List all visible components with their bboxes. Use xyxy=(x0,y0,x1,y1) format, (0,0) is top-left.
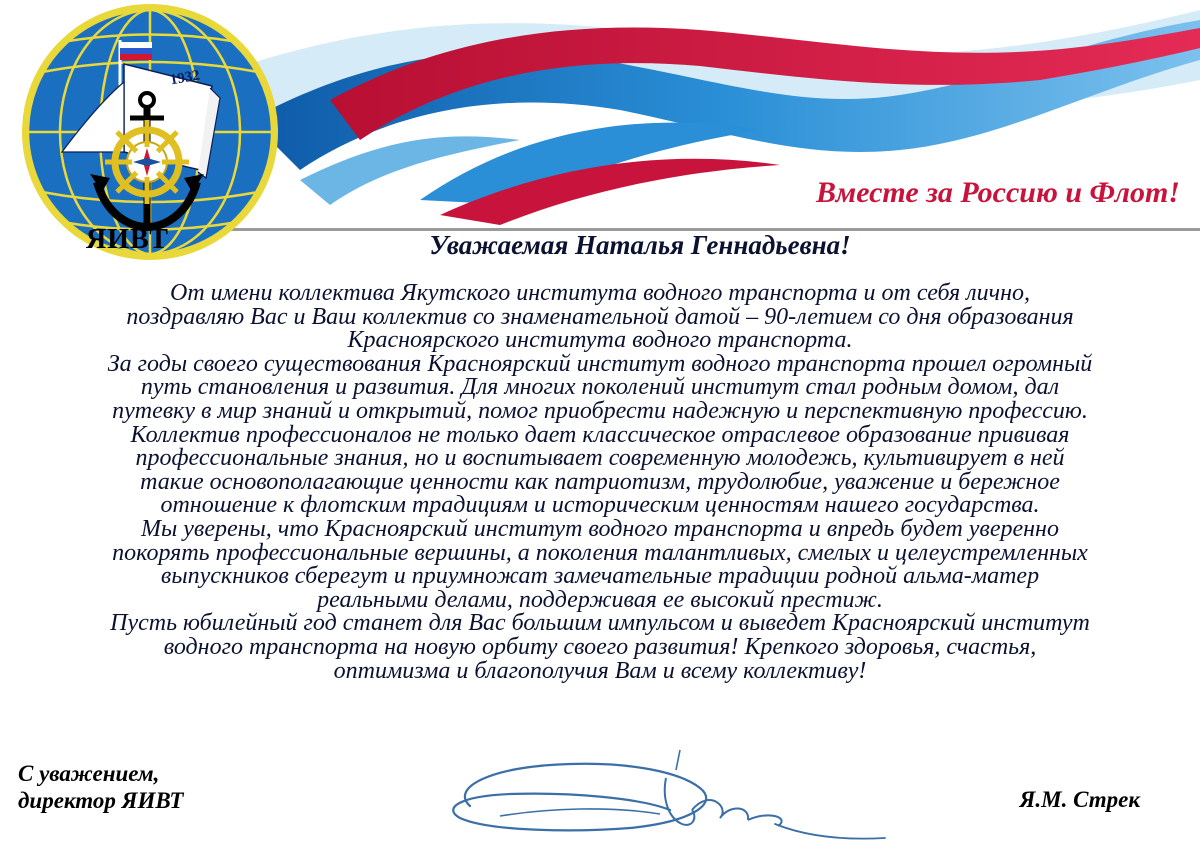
line: оптимизма и благополучия Вам и всему коллективу! xyxy=(333,657,867,684)
line: Красноярского института водного транспорта. xyxy=(347,327,853,354)
paragraph-3 xyxy=(6,421,1194,519)
line: За годы своего существования Красноярский институт водного транспорта прошел огромный xyxy=(107,350,1093,377)
paragraph-2 xyxy=(6,350,1194,424)
line: путь становления и развития. Для многих поколений институт стал родным домом, дал xyxy=(140,374,1060,401)
line: покорять профессиональные вершины, а поколения талантливых, смелых и целеустремленных xyxy=(112,539,1088,566)
line: Мы уверены, что Красноярский институт водного транспорта и впредь будет уверенно xyxy=(141,515,1059,542)
line: водного транспорта на новую орбиту своего развития! Крепкого здоровья, счастья, xyxy=(163,633,1037,660)
greeting: Уважаемая Наталья Геннадьевна! xyxy=(429,230,851,260)
paragraph-5 xyxy=(6,612,1194,683)
paragraph-1 xyxy=(6,282,1194,353)
logo-year: 1932 xyxy=(168,67,202,89)
closing-position: директор ЯИВТ xyxy=(18,788,184,813)
line: профессиональные знания, но и воспитывает современную молодежь, культивирует в ней xyxy=(135,445,1065,472)
line: Пусть юбилейный год станет для Вас большим импульсом и выведет Красноярский институт xyxy=(110,610,1090,637)
signer-name: Я.М. Стрек xyxy=(1019,787,1140,812)
closing-block xyxy=(18,760,183,814)
closing-regards: С уважением, xyxy=(18,761,160,786)
line: такие основополагающие ценности как патриотизм, трудолюбие, уважение и бережное xyxy=(140,468,1060,495)
paragraph-4 xyxy=(6,515,1194,613)
logo-abbreviation: ЯИВТ xyxy=(86,224,169,255)
line: путевку в мир знаний и открытий, помог приобрести надежную и перспективную профессию. xyxy=(112,397,1088,424)
line: выпускников сберегут и приумножат замечательные традиции родной альма-матер xyxy=(160,563,1040,590)
line: реальными делами, поддерживая ее высокий престиж. xyxy=(317,586,883,613)
line: Коллектив профессионалов не только дает классическое отраслевое образование прививая xyxy=(130,421,1070,448)
line: От имени коллектива Якутского института водного транспорта и от себя лично, xyxy=(170,280,1030,306)
slogan: Вместе за Россию и Флот! xyxy=(816,176,1180,209)
line: отношение к флотским традициям и историческим ценностям нашего государства. xyxy=(160,492,1040,519)
letter-body xyxy=(6,282,1194,683)
line: поздравляю Вас и Ваш коллектив со знаменательной датой – 90-летием со дня образования xyxy=(126,303,1074,330)
handwritten-signature xyxy=(430,748,890,844)
